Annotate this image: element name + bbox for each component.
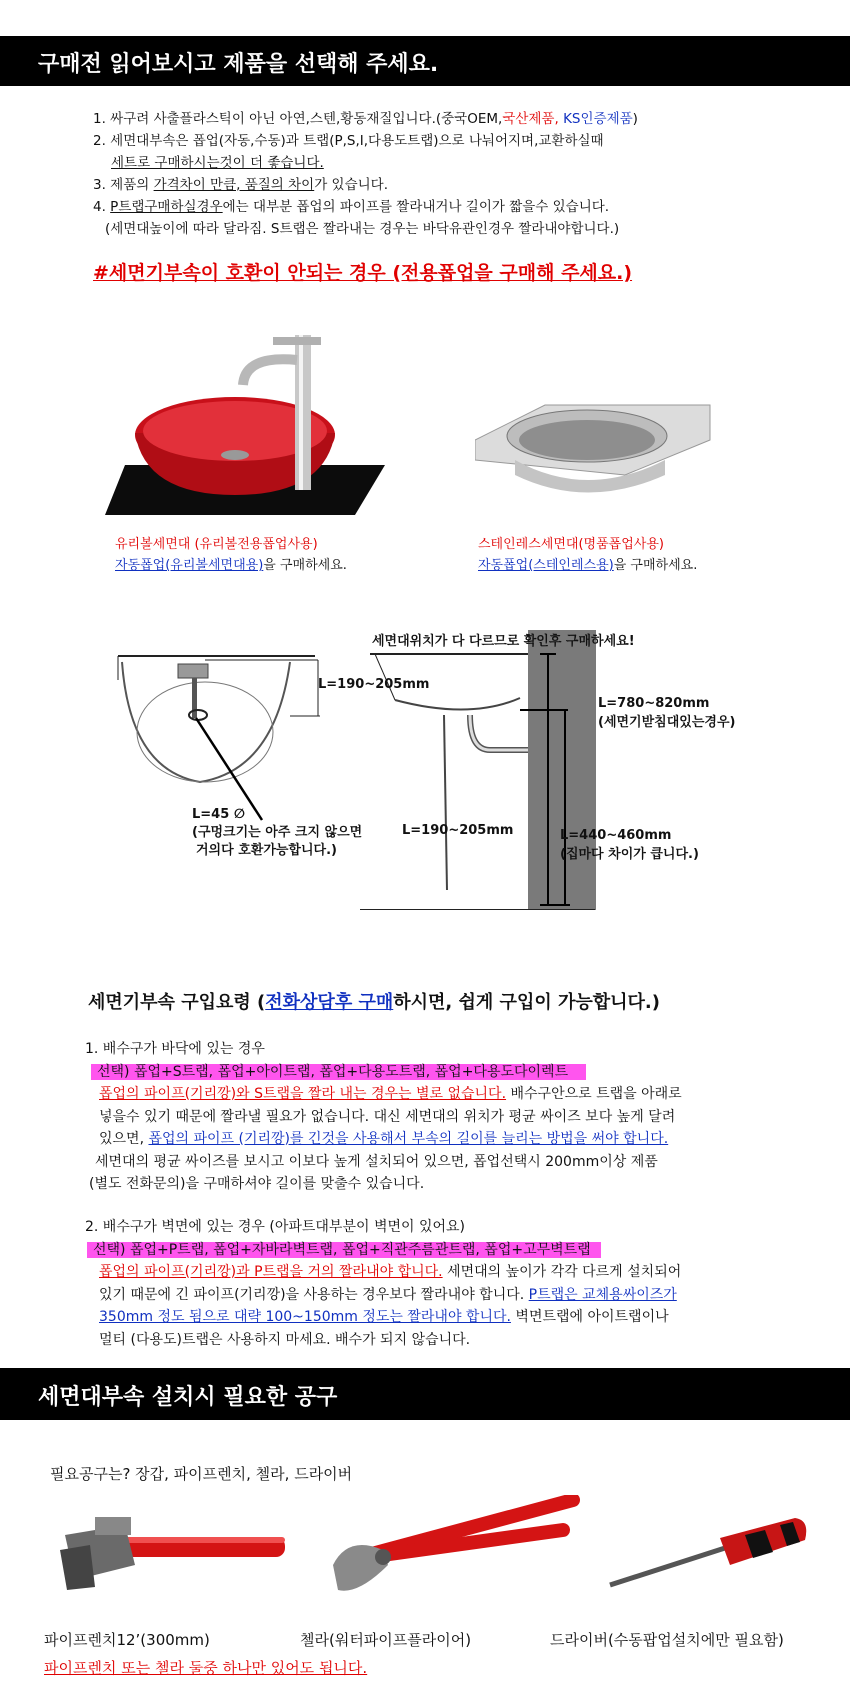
diagram-caption: 세면대위치가 다 다르므로 확인후 구매하세요!: [372, 634, 635, 649]
tools-note: 파이프렌치 또는 첼라 둘중 하나만 있어도 됩니다.: [44, 1659, 368, 1677]
intro-line-2b: 세트로 구매하시는것이 더 좋습니다.: [111, 155, 324, 171]
guide-s1-line4: 세면대의 평균 싸이즈를 보시고 이보다 높게 설치되어 있으면, 폽업선택시 200mm이상 제품: [95, 1153, 658, 1170]
guide-title: 세면기부속 구입요령 (전화상담후 구매하시면, 쉽게 구입이 가능합니다.): [88, 992, 660, 1013]
guide-section-wall: [85, 1216, 845, 1351]
label-l-top: L=190~205mm: [318, 677, 430, 692]
guide-s2-line1: 폽업의 파이프(기리깡)과 P트랩을 거의 짤라내야 합니다. 세면대의 높이가 각각 다르게 설치되어: [99, 1264, 682, 1280]
diameter-icon: ∅: [233, 807, 245, 822]
tool-label-pipe-wrench: 파이프렌치12’(300mm): [44, 1631, 210, 1649]
phone-consult-link[interactable]: 전화상담후 구매: [265, 992, 394, 1013]
warning-heading: #세면기부속이 호환이 안되는 경우 (전용폽업을 구매해 주세요.): [93, 262, 633, 284]
stainless-buy-line: 자동폽업(스테인레스용)을 구매하세요.: [478, 558, 698, 573]
tool-label-plier: 첼라(워터파이프플라이어): [300, 1631, 472, 1649]
glass-bowl-popup-link[interactable]: 자동폽업(유리볼세면대용): [115, 558, 264, 573]
guide-s2-line3: 350mm 정도 됨으로 대략 100~150mm 정도는 짤라내야 합니다. 벽면트랩에 아이트랩이나: [99, 1309, 669, 1325]
channel-plier-image: [328, 1495, 588, 1605]
label-l-bottom: L=190~205mm: [402, 823, 514, 838]
guide-s2-select-row: [85, 1239, 845, 1262]
label-l-440: [560, 826, 699, 864]
guide-s1-select-row: [85, 1061, 845, 1084]
stainless-popup-link[interactable]: 자동폽업(스테인레스용): [478, 558, 614, 573]
guide-section-floor: [85, 1038, 845, 1196]
wall-shape: [528, 630, 596, 910]
guide-s1-line3: 있으면, 폽업의 파이프 (기리깡)를 긴것을 사용해서 부속의 길이를 늘리는 방법을 써야 합니다.: [99, 1131, 669, 1147]
intro-list: [93, 108, 638, 240]
guide-s2-line2: 있기 때문에 긴 파이프(기리깡)을 사용하는 경우보다 짤라내야 합니다. P트랩은 교체용싸이즈가: [99, 1286, 677, 1303]
glass-bowl-sink-image: [105, 315, 405, 515]
label-l-440-note: (집마다 차이가 큽니다.): [560, 847, 699, 862]
glass-bowl-title: 유리볼세면대 (유리볼전용폽업사용): [115, 537, 318, 552]
tools-intro: 필요공구는? 장갑, 파이프렌치, 첼라, 드라이버: [50, 1465, 353, 1483]
section-header-title: 구매전 읽어보시고 제품을 선택해 주세요.: [38, 52, 439, 77]
guide-s1-head: 1. 배수구가 바닥에 있는 경우: [85, 1041, 265, 1057]
pipe-wrench-image: [55, 1505, 295, 1595]
label-l-45-note2: 거의다 호환가능합니다.): [196, 843, 337, 858]
intro-line-4b: (세면대높이에 따라 달라짐. S트랩은 짤라내는 경우는 바닥유관인경우 짤라내야합니다.): [105, 221, 620, 237]
stainless-title: 스테인레스세면대(명품폽업사용): [478, 537, 664, 552]
guide-s2-line4: 멀티 (다용도)트랩은 사용하지 마세요. 배수가 되지 않습니다.: [99, 1331, 471, 1348]
label-l-440-value: L=440~460mm: [560, 828, 672, 843]
section-header-select: [0, 36, 850, 86]
section-header-tools: [0, 1368, 850, 1420]
guide-s1-line5: (별도 전화문의)을 구매하셔야 길이를 맞출수 있습니다.: [89, 1176, 425, 1192]
glass-bowl-caption: [115, 534, 347, 576]
guide-s2-head: 2. 배수구가 벽면에 있는 경우 (아파트대부분이 벽면이 있어요): [85, 1219, 466, 1235]
label-l-45-value: L=45: [192, 807, 230, 822]
intro-line-3: 3. 제품의 가격차이 만큼, 품질의 차이가 있습니다.: [93, 177, 389, 193]
glass-bowl-buy-line: 자동폽업(유리볼세면대용)을 구매하세요.: [115, 558, 347, 573]
label-l-45-note1: (구멍크기는 아주 크지 않으면: [192, 825, 363, 840]
tool-label-screwdriver: 드라이버(수동팝업설치에만 필요함): [550, 1631, 784, 1649]
installation-diagram: [0, 620, 850, 910]
label-l-780: [598, 694, 735, 732]
label-l-780-note: (세면기받침대있는경우): [598, 715, 736, 730]
intro-line-1: 1. 싸구려 사출플라스틱이 아닌 아연,스텐,황동재질입니다.(중국OEM,국산제품, KS인증제품): [93, 111, 638, 127]
guide-s1-line1: 폽업의 파이프(기리깡)와 S트랩을 짤라 내는 경우는 별로 없습니다. 배수구안으로 트랩을 아래로: [99, 1086, 682, 1102]
label-l-780-value: L=780~820mm: [598, 696, 710, 711]
screwdriver-image: [605, 1510, 810, 1590]
intro-line-4: 4. P트랩구매하실경우에는 대부분 폽업의 파이프를 짤라내거나 길이가 짧을수 있습니다.: [93, 199, 610, 215]
stainless-caption: [478, 534, 697, 576]
stainless-sink-image: [475, 400, 715, 510]
guide-s1-line2: 넣을수 있기 때문에 짤라낼 필요가 없습니다. 대신 세면대의 위치가 평균 싸이즈 보다 높게 달려: [99, 1108, 676, 1125]
label-l-45: [192, 806, 362, 860]
guide-s2-select: 선택) 폽업+P트랩, 폽업+자바라벽트랩, 폽업+직관주름관트랩, 폽업+고무벽트랩: [87, 1242, 601, 1258]
guide-s1-select: 선택) 폽업+S트랩, 폽업+아이트랩, 폽업+다용도트랩, 폽업+다용도다이렉트: [91, 1064, 586, 1080]
section-header-tools-title: 세면대부속 설치시 필요한 공구: [38, 1385, 338, 1410]
intro-line-2: 2. 세면대부속은 폽업(자동,수동)과 트랩(P,S,I,다용도트랩)으로 나눠어지며,교환하실때: [93, 133, 604, 149]
